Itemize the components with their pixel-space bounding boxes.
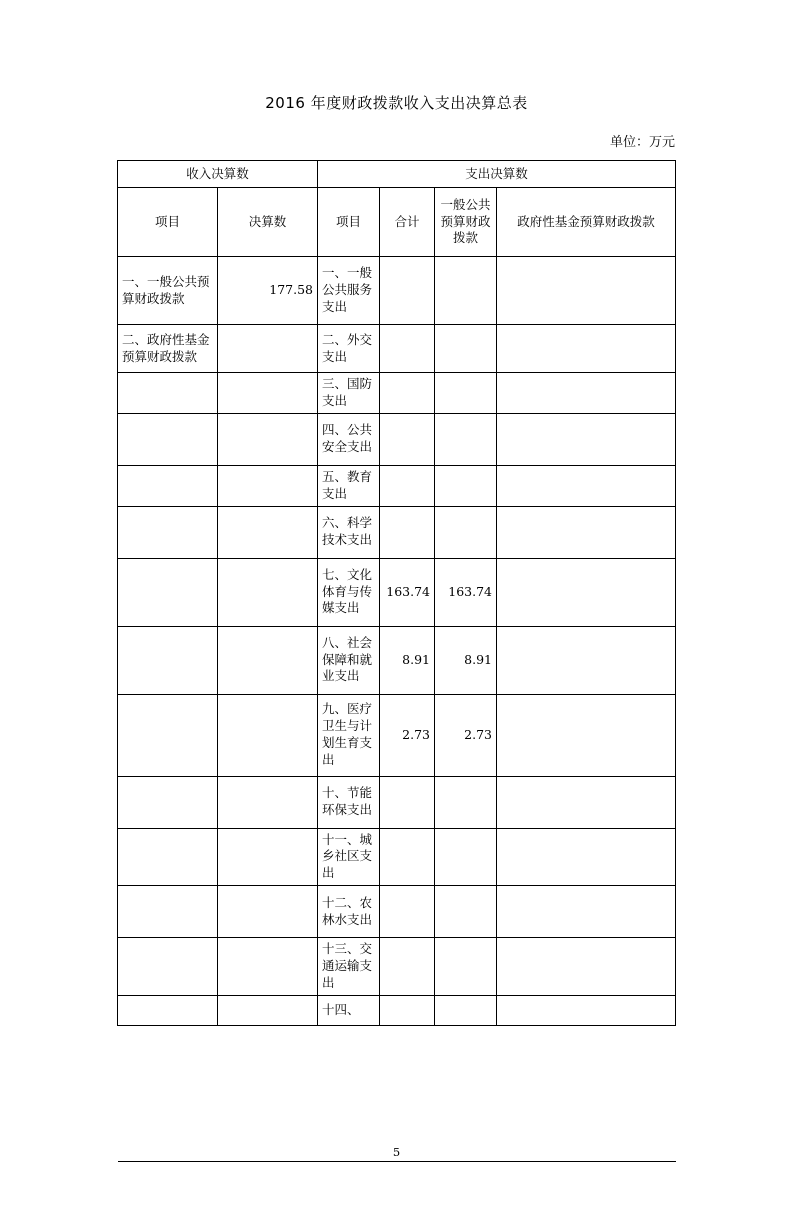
footer-divider <box>118 1161 676 1162</box>
expense-item-label: 四、公共安全支出 <box>318 413 380 465</box>
expense-item-label: 十三、交通运输支出 <box>318 938 380 996</box>
table-column-header-row <box>117 188 675 257</box>
expense-gov-fund-value <box>497 257 676 325</box>
expense-total-value <box>380 413 435 465</box>
income-amount-value <box>217 694 317 776</box>
expense-item-label: 十四、 <box>318 995 380 1025</box>
income-item-label <box>117 465 217 506</box>
income-item-label <box>117 938 217 996</box>
expense-item-label: 十二、农林水支出 <box>318 886 380 938</box>
expense-general-budget-value <box>435 828 497 886</box>
income-item-label <box>117 776 217 828</box>
expense-general-budget-value: 8.91 <box>435 626 497 694</box>
table-row <box>117 465 675 506</box>
expense-total-value <box>380 465 435 506</box>
expense-general-budget-value <box>435 776 497 828</box>
column-header-gov-fund-budget: 政府性基金预算财政拨款 <box>497 188 676 257</box>
expense-item-label: 五、教育支出 <box>318 465 380 506</box>
expense-total-value <box>380 257 435 325</box>
table-row <box>117 886 675 938</box>
income-amount-value <box>217 938 317 996</box>
expense-general-budget-value: 2.73 <box>435 694 497 776</box>
income-amount-value: 177.58 <box>217 257 317 325</box>
column-header-income-item: 项目 <box>117 188 217 257</box>
income-amount-value <box>217 465 317 506</box>
expense-general-budget-value <box>435 325 497 373</box>
expense-general-budget-value <box>435 938 497 996</box>
expense-total-value <box>380 506 435 558</box>
income-amount-value <box>217 413 317 465</box>
expense-gov-fund-value <box>497 886 676 938</box>
income-item-label <box>117 506 217 558</box>
expense-gov-fund-value <box>497 413 676 465</box>
column-header-expense-item: 项目 <box>318 188 380 257</box>
table-row <box>117 506 675 558</box>
expense-gov-fund-value <box>497 938 676 996</box>
expense-general-budget-value: 163.74 <box>435 558 497 626</box>
income-amount-value <box>217 506 317 558</box>
expense-total-value <box>380 373 435 414</box>
expense-general-budget-value <box>435 465 497 506</box>
expense-item-label: 一、一般公共服务支出 <box>318 257 380 325</box>
table-row <box>117 828 675 886</box>
table-row <box>117 995 675 1025</box>
expense-gov-fund-value <box>497 558 676 626</box>
table-row <box>117 257 675 325</box>
page-title: 2016 年度财政拨款收入支出决算总表 <box>265 94 528 112</box>
expense-item-label: 九、医疗卫生与计划生育支出 <box>318 694 380 776</box>
expense-general-budget-value <box>435 886 497 938</box>
income-item-label: 二、政府性基金预算财政拨款 <box>117 325 217 373</box>
document-page <box>0 92 793 1214</box>
expense-gov-fund-value <box>497 828 676 886</box>
expense-total-value <box>380 325 435 373</box>
income-item-label <box>117 558 217 626</box>
expense-general-budget-value <box>435 373 497 414</box>
expense-item-label: 六、科学技术支出 <box>318 506 380 558</box>
table-row <box>117 413 675 465</box>
budget-table <box>117 160 676 1026</box>
expense-general-budget-value <box>435 995 497 1025</box>
income-amount-value <box>217 995 317 1025</box>
income-amount-value <box>217 325 317 373</box>
income-item-label <box>117 694 217 776</box>
expense-item-label: 八、社会保障和就业支出 <box>318 626 380 694</box>
income-item-label <box>117 995 217 1025</box>
income-item-label <box>117 886 217 938</box>
income-item-label <box>117 413 217 465</box>
page-footer <box>0 1145 793 1162</box>
income-item-label <box>117 373 217 414</box>
income-amount-value <box>217 776 317 828</box>
expense-general-budget-value <box>435 413 497 465</box>
expense-gov-fund-value <box>497 325 676 373</box>
unit-note: 单位：万元 <box>609 135 675 150</box>
table-row <box>117 626 675 694</box>
table-group-header-row <box>117 161 675 188</box>
table-body <box>117 257 675 1026</box>
expense-gov-fund-value <box>497 373 676 414</box>
expense-gov-fund-value <box>497 626 676 694</box>
expense-general-budget-value <box>435 506 497 558</box>
table-row <box>117 373 675 414</box>
income-item-label <box>117 626 217 694</box>
page-number: 5 <box>392 1145 401 1159</box>
expense-gov-fund-value <box>497 995 676 1025</box>
income-amount-value <box>217 558 317 626</box>
income-item-label: 一、一般公共预算财政拨款 <box>117 257 217 325</box>
expense-total-value <box>380 995 435 1025</box>
income-item-label <box>117 828 217 886</box>
expense-item-label: 十、节能环保支出 <box>318 776 380 828</box>
expense-gov-fund-value <box>497 776 676 828</box>
table-row <box>117 776 675 828</box>
expense-total-value: 2.73 <box>380 694 435 776</box>
expense-total-value: 8.91 <box>380 626 435 694</box>
table-row <box>117 558 675 626</box>
table-row <box>117 325 675 373</box>
expense-total-value <box>380 886 435 938</box>
income-amount-value <box>217 828 317 886</box>
expense-total-value <box>380 938 435 996</box>
table-row <box>117 694 675 776</box>
expense-total-value <box>380 776 435 828</box>
income-amount-value <box>217 626 317 694</box>
group-header-income: 收入决算数 <box>117 161 317 188</box>
expense-general-budget-value <box>435 257 497 325</box>
table-row <box>117 938 675 996</box>
expense-gov-fund-value <box>497 465 676 506</box>
expense-item-label: 二、外交支出 <box>318 325 380 373</box>
expense-item-label: 七、文化体育与传媒支出 <box>318 558 380 626</box>
expense-gov-fund-value <box>497 694 676 776</box>
expense-total-value <box>380 828 435 886</box>
income-amount-value <box>217 886 317 938</box>
group-header-expense: 支出决算数 <box>318 161 676 188</box>
column-header-total: 合计 <box>380 188 435 257</box>
expense-item-label: 三、国防支出 <box>318 373 380 414</box>
expense-item-label: 十一、城乡社区支出 <box>318 828 380 886</box>
column-header-income-amount: 决算数 <box>217 188 317 257</box>
column-header-general-public-budget: 一般公共预算财政拨款 <box>435 188 497 257</box>
expense-total-value: 163.74 <box>380 558 435 626</box>
expense-gov-fund-value <box>497 506 676 558</box>
income-amount-value <box>217 373 317 414</box>
